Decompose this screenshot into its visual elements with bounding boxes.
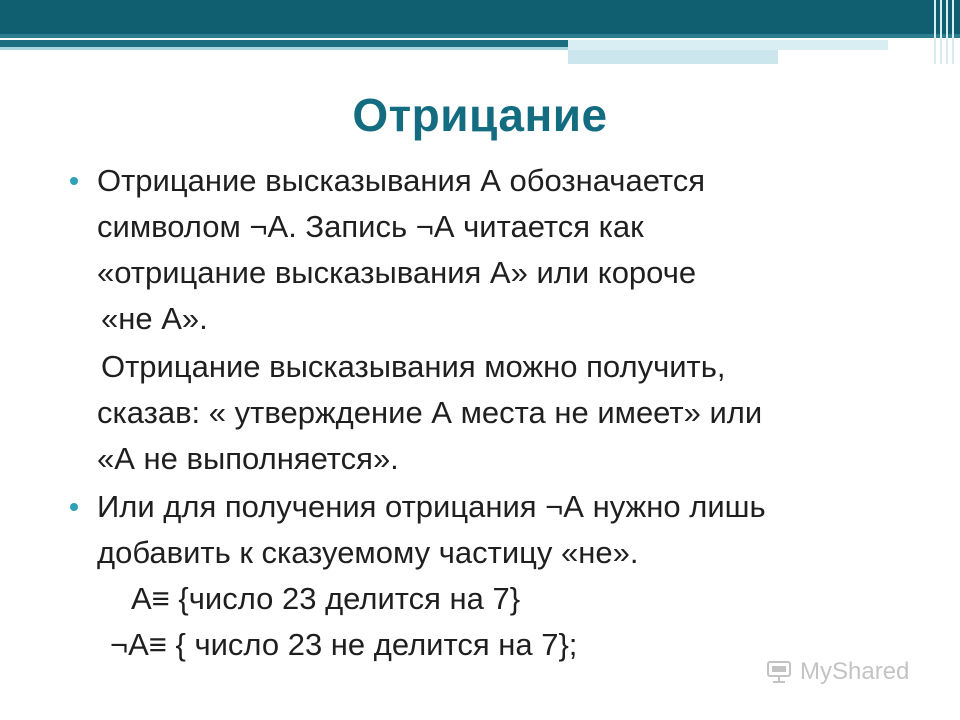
slide-content <box>70 158 930 668</box>
header-strip <box>0 34 960 38</box>
paragraph-1 <box>70 158 930 482</box>
projector-icon <box>766 659 794 685</box>
header-rule-pale-2 <box>568 50 778 64</box>
watermark <box>766 657 909 687</box>
text-line: символом ¬А. Запись ¬А читается как <box>97 209 644 244</box>
formula-line: ¬А≡ { число 23 не делится на 7}; <box>110 627 578 662</box>
header-rule-pale <box>568 40 888 50</box>
text-line: «не А». <box>101 301 208 336</box>
bullet-icon <box>70 177 78 185</box>
text-line: сказав: « утверждение А места не имеет» или <box>97 395 763 430</box>
header-decoration <box>0 0 960 36</box>
formula-line: А≡ {число 23 делится на 7} <box>131 581 521 616</box>
paragraph-2 <box>70 484 930 668</box>
text-line: Отрицание высказывания А обозначается <box>97 163 706 198</box>
header-vertical-lines <box>932 0 960 64</box>
header-rule-dark <box>0 40 568 47</box>
bullet-icon <box>70 503 78 511</box>
text-line: «отрицание высказывания А» или короче <box>97 255 697 290</box>
text-line: Или для получения отрицания ¬А нужно лишь <box>97 489 766 524</box>
header-rule-light <box>0 47 568 50</box>
text-line: «А не выполняется». <box>97 441 399 476</box>
header-bar <box>0 0 960 34</box>
slide-title: Отрицание <box>352 89 608 141</box>
text-line: добавить к сказуемому частицу «не». <box>97 535 639 570</box>
text-line: Отрицание высказывания можно получить, <box>101 349 726 384</box>
watermark-text: MyShared <box>800 658 910 685</box>
